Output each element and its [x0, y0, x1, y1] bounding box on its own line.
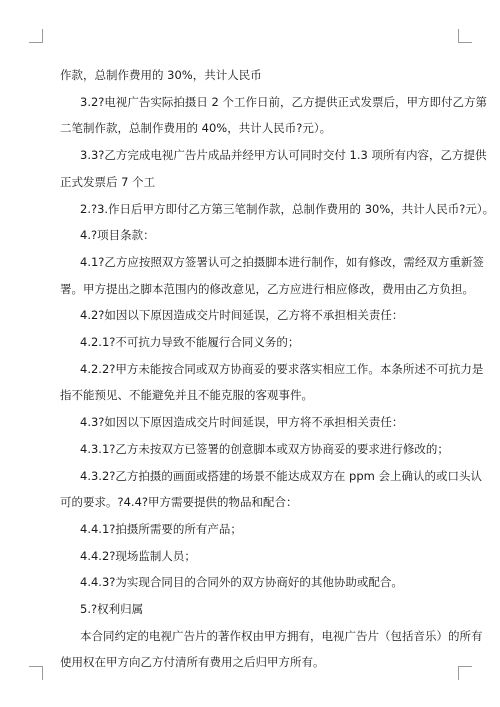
- text-line: 4.?项目条款：: [80, 228, 155, 243]
- text-line: 本合同约定的电视广告片的著作权由甲方拥有，电视广告片（包括音乐）的所有: [80, 628, 483, 643]
- text-line: 使用权在甲方向乙方付清所有费用之后归甲方所有。: [60, 655, 325, 670]
- text-line: 4.2.1?不可抗力导致不能履行合同义务的；: [80, 335, 300, 349]
- text-line: 4.3.1?乙方未按双方已签署的创意脚本或双方协商妥的要求进行修改的；: [80, 441, 449, 456]
- text-line: 2.?3.作日后甲方即付乙方第三笔制作款，总制作费用的 30%，共计人民币?元）。: [80, 201, 495, 216]
- text-line: 4.3?如因以下原因造成交片时间延误，甲方将不承担相关责任：: [80, 415, 404, 430]
- text-line: 3.3?乙方完成电视广告片成品并经甲方认可同时交付 1.3 项所有内容，乙方提供: [80, 148, 487, 163]
- text-line: 5.?权利归属: [80, 602, 144, 616]
- text-line: 4.1?乙方应按照双方签署认可之拍摄脚本进行制作，如有修改，需经双方重新签: [80, 254, 484, 269]
- text-line: 3.2?电视广告实际拍摄日 2 个工作日前，乙方提供正式发票后，甲方即付乙方第: [80, 94, 488, 109]
- text-line: 二笔制作款，总制作费用的 40%，共计人民币?元）。: [60, 121, 332, 136]
- text-line: 4.2.2?甲方未能按合同或双方协商妥的要求落实相应工作。本条所述不可抗力是: [80, 361, 484, 376]
- text-line: 正式发票后 7 个工: [60, 174, 156, 189]
- text-line: 署。甲方提出之脚本范围内的修改意见，乙方应进行相应修改，费用由乙方负担。: [60, 281, 474, 296]
- text-line: 4.3.2?乙方拍摄的画面或搭建的场景不能达成双方在 ppm 会上确认的或口头认: [80, 468, 482, 483]
- text-line: 4.4.3?为实现合同目的合同外的双方协商好的其他协助或配合。: [80, 575, 403, 590]
- text-line: 作款，总制作费用的 30%，共计人民币: [60, 68, 262, 82]
- text-line: 4.4.1?拍摄所需要的所有产品；: [80, 521, 242, 536]
- text-line: 指不能预见、不能避免并且不能克服的客观事件。: [60, 388, 313, 403]
- text-line: 可的要求。?4.4?甲方需要提供的物品和配合：: [60, 495, 298, 510]
- text-line: 4.2?如因以下原因造成交片时间延误，乙方将不承担相关责任：: [80, 308, 404, 323]
- text-line: 4.4.2?现场监制人员；: [80, 548, 196, 563]
